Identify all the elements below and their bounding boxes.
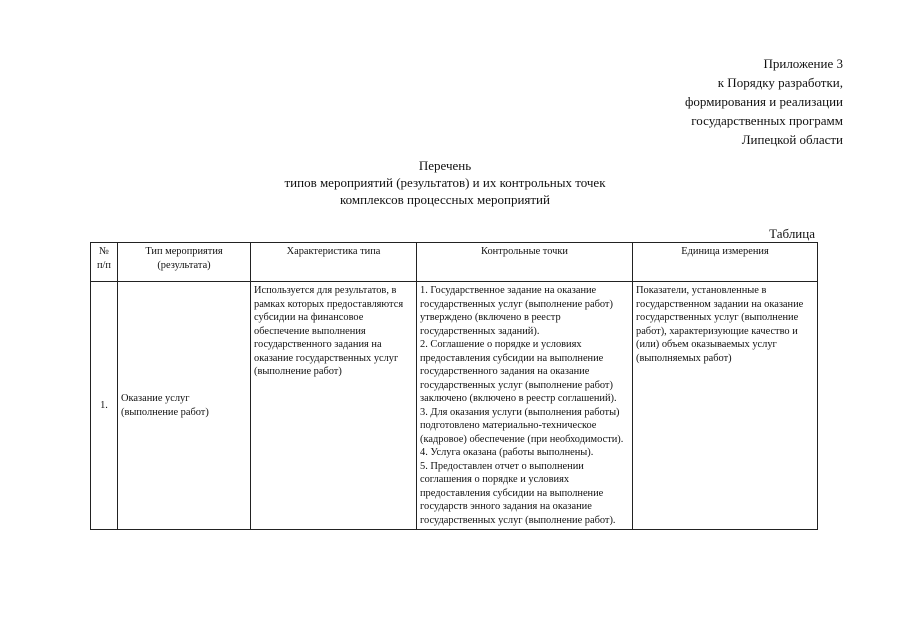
row-checkpoints: [417, 282, 633, 530]
table-header-row: [91, 243, 818, 282]
heading-line: типов мероприятий (результатов) и их контрольных точек: [284, 175, 606, 190]
annex-line: формирования и реализации: [684, 94, 843, 109]
annex-line: Липецкой области: [741, 132, 843, 147]
checkpoint-item: 1. Государственное задание на оказание государственных услуг (выполнение работ) утверждено (включено в реестр государственных заданий).: [420, 285, 613, 337]
checkpoint-item: 3. Для оказания услуги (выполнения работы) подготовлено материально-техническое (кадровое) обеспечение (при необходимости).: [420, 406, 624, 445]
table-row: [91, 282, 818, 530]
heading-line: Перечень: [418, 158, 472, 173]
table-label: Таблица: [769, 226, 815, 241]
header-number: № п/п: [91, 243, 118, 282]
header-type: Тип мероприятия (результата): [118, 243, 251, 282]
annex-note: [685, 54, 843, 149]
header-unit: Единица измерения: [633, 243, 818, 282]
heading-line: комплексов процессных мероприятий: [340, 192, 550, 207]
checkpoint-item: 4. Услуга оказана (работы выполнены).: [420, 447, 594, 458]
row-number: 1.: [91, 282, 118, 530]
row-type: Оказание услуг (выполнение работ): [118, 282, 251, 530]
row-characteristic: Используется для результатов, в рамках которых предоставляются субсидии на финансовое обеспечение выполнения государственного задания на оказание государственных услуг (выполнение работ): [251, 282, 417, 530]
annex-line: Приложение 3: [763, 56, 843, 71]
row-unit: Показатели, установленные в государственном задании на оказание государственных услуг (выполнение работ), характеризующие качество и (или) объем оказываемых услуг (выполняемых работ): [633, 282, 818, 530]
measures-table: [90, 242, 818, 530]
header-checkpoints: Контрольные точки: [417, 243, 633, 282]
checkpoint-item: 2. Соглашение о порядке и условиях предоставления субсидии на выполнение государственного задания на оказание государственных услуг (выполнение работ) заключено (включено в реестр соглашений).: [420, 339, 617, 404]
checkpoint-item: 5. Предоставлен отчет о выполнении соглашения о порядке и условиях предоставления субсидии на выполнение государств энного задания на оказание государственных услуг (выполнение работ).: [420, 460, 616, 526]
document-heading: [220, 157, 670, 208]
annex-line: к Порядку разработки,: [717, 75, 843, 90]
header-characteristic: Характеристика типа: [251, 243, 417, 282]
annex-line: государственных программ: [691, 113, 843, 128]
